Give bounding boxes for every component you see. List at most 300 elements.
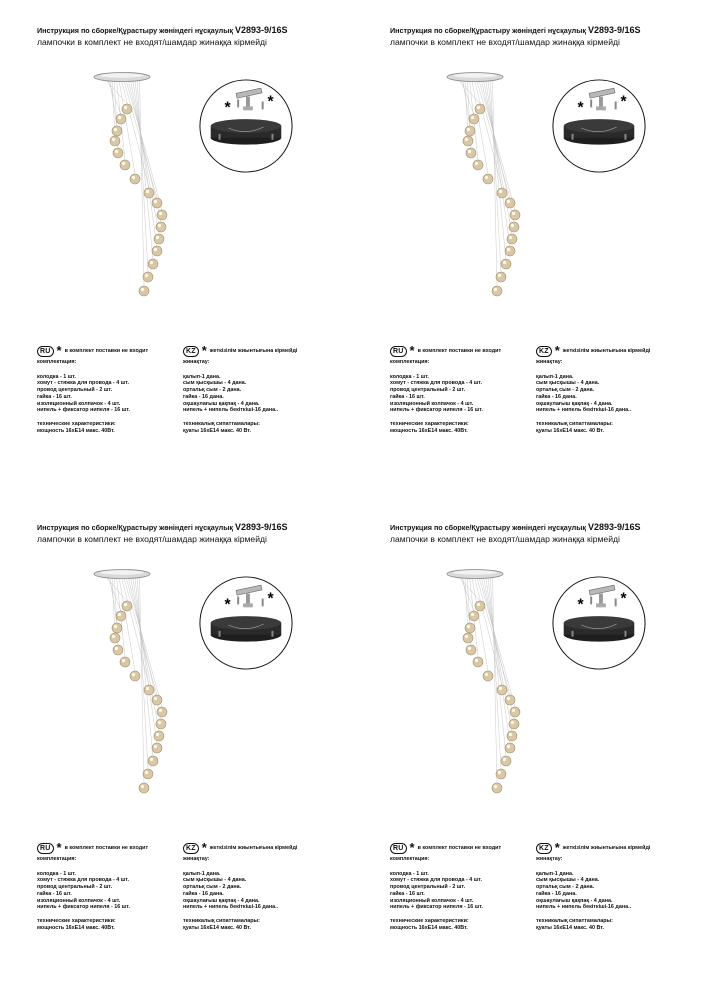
suspension-wire bbox=[486, 79, 510, 246]
ru-specs-heading: технические характеристики: bbox=[390, 420, 469, 427]
suspension-wire bbox=[486, 576, 510, 743]
not-included-star-icon: * bbox=[620, 93, 627, 111]
contents-item: провод центральный - 2 шт. bbox=[390, 884, 466, 891]
ceiling-base-icon bbox=[211, 616, 282, 641]
contents-item: қалып-1 дана. bbox=[183, 870, 221, 877]
kz-not-included-note: жеткізілім жиынтығына кірмейді bbox=[562, 347, 651, 354]
glass-globe bbox=[148, 756, 158, 766]
contents-item: оқшаулағыш қақпақ - 4 дана. bbox=[183, 897, 260, 904]
glass-globe bbox=[154, 731, 164, 741]
glass-globe bbox=[469, 114, 479, 124]
kz-section bbox=[536, 345, 696, 434]
kz-power-spec: қуаты 16хЕ14 макс. 40 Вт. bbox=[536, 427, 604, 434]
globe-highlight bbox=[475, 162, 478, 165]
suspension-wire bbox=[135, 79, 153, 259]
suspension-wire bbox=[105, 79, 127, 104]
glass-globe bbox=[466, 645, 476, 655]
globe-highlight bbox=[150, 758, 153, 761]
kz-language-badge: KZ bbox=[536, 843, 552, 854]
contents-item: гайка - 16 дана. bbox=[183, 890, 224, 897]
ru-not-included-note: в комплект поставки не входит bbox=[417, 844, 502, 851]
globe-highlight bbox=[154, 697, 157, 700]
glass-globe bbox=[501, 259, 511, 269]
globe-highlight bbox=[112, 138, 115, 141]
glass-globe bbox=[139, 286, 149, 296]
kz-not-included-note: жеткізілім жиынтығына кірмейді bbox=[562, 844, 651, 851]
glass-globe bbox=[144, 188, 154, 198]
suspension-wire bbox=[135, 576, 153, 756]
suspension-wire bbox=[133, 79, 157, 246]
star-icon: * bbox=[554, 343, 560, 358]
ru-power-spec: мощность 16хЕ14 макс. 40Вт. bbox=[37, 924, 115, 931]
instruction-title: Инструкция по сборке/Құрастыру жөніндегі нұсқаулық V2893-9/16S bbox=[37, 25, 288, 35]
contents-item: ортальқ сым - 2 дана. bbox=[183, 387, 242, 394]
model-number: V2893-9/16S bbox=[234, 522, 288, 532]
globe-highlight bbox=[507, 697, 510, 700]
glass-globe bbox=[463, 633, 473, 643]
glass-globe bbox=[120, 160, 130, 170]
chandelier-illustration bbox=[65, 69, 185, 349]
glass-globe bbox=[466, 148, 476, 158]
glass-globe bbox=[152, 246, 162, 256]
glass-globe bbox=[496, 272, 506, 282]
contents-item: ортальқ сым - 2 дана. bbox=[183, 884, 242, 891]
contents-item: хомут - стяжка для провода - 4 шт. bbox=[37, 380, 129, 387]
globe-highlight bbox=[158, 224, 161, 227]
contents-item: қалып-1 дана. bbox=[536, 373, 574, 380]
globe-highlight bbox=[114, 128, 117, 131]
glass-globe bbox=[152, 743, 162, 753]
contents-item: оқшаулағыш қақпақ - 4 дана. bbox=[536, 897, 613, 904]
glass-globe bbox=[510, 210, 520, 220]
globe-highlight bbox=[159, 709, 162, 712]
contents-item: колодка - 1 шт. bbox=[390, 373, 429, 380]
bulbs-note: лампочки в комплект не входят/шамдар жинаққа кірмейді bbox=[390, 37, 620, 47]
glass-globe bbox=[122, 601, 132, 611]
kz-power-spec: қуаты 16хЕ14 макс. 40 Вт. bbox=[183, 427, 251, 434]
glass-globe bbox=[112, 623, 122, 633]
glass-globe bbox=[116, 114, 126, 124]
contents-item: изоляционный колпачок - 4 шт. bbox=[390, 400, 474, 407]
globe-highlight bbox=[115, 647, 118, 650]
glass-globe bbox=[465, 126, 475, 136]
globe-highlight bbox=[154, 248, 157, 251]
globe-highlight bbox=[494, 785, 497, 788]
not-included-star-icon: * bbox=[620, 590, 627, 608]
ru-not-included-note: в комплект поставки не входит bbox=[64, 347, 149, 354]
glass-globe bbox=[473, 657, 483, 667]
contents-item: гайка - 16 дана. bbox=[183, 393, 224, 400]
glass-globe bbox=[473, 160, 483, 170]
contents-item: хомут - стяжка для провода - 4 шт. bbox=[390, 380, 482, 387]
contents-item: нипель + нипель бекіткіші-16 дана.. bbox=[183, 904, 279, 911]
globe-highlight bbox=[477, 106, 480, 109]
glass-globe bbox=[483, 174, 493, 184]
suspension-wire bbox=[105, 576, 127, 601]
model-number: V2893-9/16S bbox=[587, 522, 641, 532]
kz-contents-label: жинақтау: bbox=[536, 359, 563, 365]
not-included-star-icon: * bbox=[224, 596, 231, 614]
suspension-wire bbox=[488, 79, 506, 259]
kz-not-included-note: жеткізілім жиынтығына кірмейді bbox=[209, 844, 298, 851]
bulbs-note: лампочки в комплект не входят/шамдар жинаққа кірмейді bbox=[37, 534, 267, 544]
suspension-wire bbox=[493, 576, 498, 783]
ru-power-spec: мощность 16хЕ14 макс. 40Вт. bbox=[390, 427, 468, 434]
globe-highlight bbox=[132, 673, 135, 676]
glass-globe bbox=[156, 222, 166, 232]
instruction-panel bbox=[390, 25, 707, 505]
suspension-wire bbox=[493, 79, 498, 286]
globe-highlight bbox=[150, 261, 153, 264]
contents-item: колодка - 1 шт. bbox=[390, 870, 429, 877]
glass-globe bbox=[157, 707, 167, 717]
glass-globe bbox=[501, 756, 511, 766]
globe-highlight bbox=[465, 635, 468, 638]
star-icon: * bbox=[409, 343, 415, 358]
model-number: V2893-9/16S bbox=[587, 25, 641, 35]
glass-globe bbox=[143, 769, 153, 779]
glass-globe bbox=[475, 601, 485, 611]
suspension-wire bbox=[479, 576, 515, 707]
suspension-wire bbox=[126, 79, 162, 210]
glass-globe bbox=[130, 671, 140, 681]
globe-highlight bbox=[512, 709, 515, 712]
chandelier-illustration bbox=[65, 566, 185, 846]
globe-highlight bbox=[509, 236, 512, 239]
globe-highlight bbox=[146, 190, 149, 193]
globe-highlight bbox=[122, 659, 125, 662]
glass-globe bbox=[497, 188, 507, 198]
globe-highlight bbox=[156, 236, 159, 239]
not-included-star-icon: * bbox=[267, 93, 274, 111]
glass-globe bbox=[492, 286, 502, 296]
globe-highlight bbox=[141, 785, 144, 788]
mounting-detail-illustration bbox=[550, 77, 648, 175]
globe-highlight bbox=[132, 176, 135, 179]
star-icon: * bbox=[201, 343, 207, 358]
kz-not-included-note: жеткізілім жиынтығына кірмейді bbox=[209, 347, 298, 354]
globe-highlight bbox=[154, 200, 157, 203]
contents-item: хомут - стяжка для провода - 4 шт. bbox=[390, 877, 482, 884]
ru-language-badge: RU bbox=[37, 346, 54, 357]
globe-highlight bbox=[509, 733, 512, 736]
contents-item: изоляционный колпачок - 4 шт. bbox=[37, 897, 121, 904]
kz-power-spec: қуаты 16хЕ14 макс. 40 Вт. bbox=[536, 924, 604, 931]
kz-language-badge: KZ bbox=[183, 346, 199, 357]
glass-globe bbox=[143, 272, 153, 282]
globe-highlight bbox=[154, 745, 157, 748]
globe-highlight bbox=[498, 274, 501, 277]
contents-item: нипель + нипель бекіткіші-16 дана.. bbox=[536, 407, 632, 414]
glass-globe bbox=[475, 104, 485, 114]
suspension-wire bbox=[119, 576, 135, 671]
star-icon: * bbox=[56, 343, 62, 358]
globe-highlight bbox=[507, 200, 510, 203]
ru-contents-label: комплектация: bbox=[390, 856, 430, 862]
contents-item: нипель + фиксатор нипеля - 16 шт. bbox=[37, 904, 130, 911]
globe-highlight bbox=[467, 128, 470, 131]
contents-item: провод центральный - 2 шт. bbox=[37, 884, 113, 891]
contents-item: оқшаулағыш қақпақ - 4 дана. bbox=[183, 400, 260, 407]
contents-item: гайка - 16 дана. bbox=[536, 393, 577, 400]
suspension-wire bbox=[476, 576, 510, 695]
ceiling-base-icon bbox=[564, 119, 635, 144]
glass-globe bbox=[509, 222, 519, 232]
contents-item: нипель + фиксатор нипеля - 16 шт. bbox=[390, 407, 483, 414]
not-included-star-icon: * bbox=[577, 99, 584, 117]
suspension-wire bbox=[140, 576, 145, 783]
contents-item: изоляционный колпачок - 4 шт. bbox=[37, 400, 121, 407]
ru-contents-label: комплектация: bbox=[37, 359, 77, 365]
chandelier-illustration bbox=[418, 69, 538, 349]
glass-globe bbox=[509, 719, 519, 729]
suspension-wire bbox=[472, 79, 488, 174]
contents-item: изоляционный колпачок - 4 шт. bbox=[390, 897, 474, 904]
contents-item: гайка - 16 шт. bbox=[37, 890, 72, 897]
kz-section bbox=[183, 345, 343, 434]
kz-specs-heading: техникалық сипаттамалары: bbox=[183, 420, 260, 427]
globe-highlight bbox=[511, 721, 514, 724]
ru-power-spec: мощность 16хЕ14 макс. 40Вт. bbox=[390, 924, 468, 931]
glass-globe bbox=[505, 246, 515, 256]
ru-specs-heading: технические характеристики: bbox=[37, 917, 116, 924]
globe-highlight bbox=[499, 190, 502, 193]
contents-item: нипель + нипель бекіткіші-16 дана.. bbox=[183, 407, 279, 414]
suspension-wire bbox=[133, 576, 157, 743]
glass-globe bbox=[505, 198, 515, 208]
kz-specs-heading: техникалық сипаттамалары: bbox=[536, 917, 613, 924]
glass-globe bbox=[110, 633, 120, 643]
suspension-wire bbox=[479, 79, 515, 210]
contents-item: сым қысқышы - 4 дана. bbox=[183, 877, 247, 884]
glass-globe bbox=[463, 136, 473, 146]
globe-highlight bbox=[141, 288, 144, 291]
ru-section bbox=[390, 345, 540, 434]
globe-highlight bbox=[512, 212, 515, 215]
kz-contents-label: жинақтау: bbox=[183, 856, 210, 862]
ru-specs-heading: технические характеристики: bbox=[37, 420, 116, 427]
globe-highlight bbox=[494, 288, 497, 291]
contents-item: нипель + фиксатор нипеля - 16 шт. bbox=[390, 904, 483, 911]
globe-highlight bbox=[468, 150, 471, 153]
contents-item: сым қысқышы - 4 дана. bbox=[536, 380, 600, 387]
globe-highlight bbox=[467, 625, 470, 628]
kz-power-spec: қуаты 16хЕ14 макс. 40 Вт. bbox=[183, 924, 251, 931]
ru-contents-label: комплектация: bbox=[390, 359, 430, 365]
ru-language-badge: RU bbox=[390, 843, 407, 854]
mounting-detail-illustration bbox=[550, 574, 648, 672]
globe-highlight bbox=[507, 248, 510, 251]
suspension-wire bbox=[123, 79, 157, 198]
not-included-star-icon: * bbox=[267, 590, 274, 608]
ru-contents-label: комплектация: bbox=[37, 856, 77, 862]
globe-highlight bbox=[471, 613, 474, 616]
kz-contents-label: жинақтау: bbox=[536, 856, 563, 862]
contents-item: сым қысқышы - 4 дана. bbox=[536, 877, 600, 884]
glass-globe bbox=[120, 657, 130, 667]
globe-highlight bbox=[475, 659, 478, 662]
globe-highlight bbox=[477, 603, 480, 606]
globe-highlight bbox=[159, 212, 162, 215]
kz-language-badge: KZ bbox=[536, 346, 552, 357]
suspension-wire bbox=[476, 79, 510, 198]
kz-specs-heading: техникалық сипаттамалары: bbox=[536, 420, 613, 427]
glass-globe bbox=[154, 234, 164, 244]
globe-highlight bbox=[471, 116, 474, 119]
instruction-title: Инструкция по сборке/Құрастыру жөніндегі нұсқаулық V2893-9/16S bbox=[390, 25, 641, 35]
ru-section bbox=[37, 345, 187, 434]
globe-highlight bbox=[118, 613, 121, 616]
glass-globe bbox=[152, 198, 162, 208]
contents-item: гайка - 16 дана. bbox=[536, 890, 577, 897]
globe-highlight bbox=[112, 635, 115, 638]
globe-highlight bbox=[507, 745, 510, 748]
glass-globe bbox=[112, 126, 122, 136]
ru-contents-list bbox=[390, 871, 540, 911]
glass-globe bbox=[157, 210, 167, 220]
glass-globe bbox=[156, 719, 166, 729]
contents-item: қалып-1 дана. bbox=[183, 373, 221, 380]
star-icon: * bbox=[409, 840, 415, 855]
globe-highlight bbox=[511, 224, 514, 227]
glass-globe bbox=[122, 104, 132, 114]
contents-item: провод центральный - 2 шт. bbox=[390, 387, 466, 394]
glass-globe bbox=[505, 743, 515, 753]
glass-globe bbox=[116, 611, 126, 621]
not-included-star-icon: * bbox=[224, 99, 231, 117]
globe-highlight bbox=[503, 261, 506, 264]
kz-specs-heading: техникалық сипаттамалары: bbox=[183, 917, 260, 924]
globe-highlight bbox=[465, 138, 468, 141]
suspension-wire bbox=[458, 576, 480, 601]
kz-section bbox=[536, 842, 696, 931]
ru-not-included-note: в комплект поставки не входит bbox=[64, 844, 149, 851]
globe-highlight bbox=[498, 771, 501, 774]
globe-highlight bbox=[145, 274, 148, 277]
instruction-panel bbox=[37, 25, 377, 505]
contents-item: нипель + фиксатор нипеля - 16 шт. bbox=[37, 407, 130, 414]
suspension-wire bbox=[458, 79, 480, 104]
contents-item: провод центральный - 2 шт. bbox=[37, 387, 113, 394]
contents-item: хомут - стяжка для провода - 4 шт. bbox=[37, 877, 129, 884]
suspension-wire bbox=[488, 576, 506, 756]
kz-contents-list bbox=[536, 871, 696, 911]
contents-item: колодка - 1 шт. bbox=[37, 870, 76, 877]
contents-item: гайка - 16 шт. bbox=[37, 393, 72, 400]
kz-contents-label: жинақтау: bbox=[183, 359, 210, 365]
suspension-wire bbox=[126, 576, 162, 707]
glass-globe bbox=[465, 623, 475, 633]
contents-item: сым қысқышы - 4 дана. bbox=[183, 380, 247, 387]
globe-highlight bbox=[124, 106, 127, 109]
glass-globe bbox=[497, 685, 507, 695]
globe-highlight bbox=[468, 647, 471, 650]
contents-item: нипель + нипель бекіткіші-16 дана.. bbox=[536, 904, 632, 911]
bulbs-note: лампочки в комплект не входят/шамдар жинаққа кірмейді bbox=[390, 534, 620, 544]
glass-globe bbox=[110, 136, 120, 146]
ru-specs-heading: технические характеристики: bbox=[390, 917, 469, 924]
contents-item: оқшаулағыш қақпақ - 4 дана. bbox=[536, 400, 613, 407]
glass-globe bbox=[469, 611, 479, 621]
glass-globe bbox=[130, 174, 140, 184]
glass-globe bbox=[148, 259, 158, 269]
ru-section bbox=[390, 842, 540, 931]
kz-contents-list bbox=[536, 374, 696, 414]
contents-item: колодка - 1 шт. bbox=[37, 373, 76, 380]
ru-language-badge: RU bbox=[37, 843, 54, 854]
chandelier-illustration bbox=[418, 566, 538, 846]
contents-item: гайка - 16 шт. bbox=[390, 393, 425, 400]
ru-contents-list bbox=[37, 871, 187, 911]
ceiling-base-icon bbox=[211, 119, 282, 144]
kz-contents-list bbox=[183, 374, 343, 414]
globe-highlight bbox=[485, 176, 488, 179]
globe-highlight bbox=[145, 771, 148, 774]
ru-contents-list bbox=[390, 374, 540, 414]
ceiling-base-icon bbox=[564, 616, 635, 641]
mounting-detail-illustration bbox=[197, 574, 295, 672]
kz-contents-list bbox=[183, 871, 343, 911]
glass-globe bbox=[144, 685, 154, 695]
instruction-panel bbox=[390, 522, 707, 1002]
ru-section bbox=[37, 842, 187, 931]
instruction-panel bbox=[37, 522, 377, 1002]
ru-contents-list bbox=[37, 374, 187, 414]
globe-highlight bbox=[158, 721, 161, 724]
contents-item: қалып-1 дана. bbox=[536, 870, 574, 877]
instruction-title: Инструкция по сборке/Құрастыру жөніндегі нұсқаулық V2893-9/16S bbox=[37, 522, 288, 532]
bulbs-note: лампочки в комплект не входят/шамдар жинаққа кірмейді bbox=[37, 37, 267, 47]
contents-item: гайка - 16 шт. bbox=[390, 890, 425, 897]
globe-highlight bbox=[146, 687, 149, 690]
not-included-star-icon: * bbox=[577, 596, 584, 614]
glass-globe bbox=[507, 731, 517, 741]
kz-section bbox=[183, 842, 343, 931]
star-icon: * bbox=[56, 840, 62, 855]
contents-item: ортальқ сым - 2 дана. bbox=[536, 387, 595, 394]
kz-language-badge: KZ bbox=[183, 843, 199, 854]
glass-globe bbox=[139, 783, 149, 793]
ru-not-included-note: в комплект поставки не входит bbox=[417, 347, 502, 354]
suspension-wire bbox=[119, 79, 135, 174]
glass-globe bbox=[113, 148, 123, 158]
globe-highlight bbox=[115, 150, 118, 153]
suspension-wire bbox=[123, 576, 157, 695]
globe-highlight bbox=[124, 603, 127, 606]
glass-globe bbox=[510, 707, 520, 717]
glass-globe bbox=[507, 234, 517, 244]
globe-highlight bbox=[156, 733, 159, 736]
globe-highlight bbox=[122, 162, 125, 165]
globe-highlight bbox=[114, 625, 117, 628]
globe-highlight bbox=[499, 687, 502, 690]
ru-language-badge: RU bbox=[390, 346, 407, 357]
suspension-wire bbox=[472, 576, 488, 671]
globe-highlight bbox=[503, 758, 506, 761]
mounting-detail-illustration bbox=[197, 77, 295, 175]
glass-globe bbox=[492, 783, 502, 793]
star-icon: * bbox=[201, 840, 207, 855]
instruction-title: Инструкция по сборке/Құрастыру жөніндегі нұсқаулық V2893-9/16S bbox=[390, 522, 641, 532]
glass-globe bbox=[483, 671, 493, 681]
suspension-wire bbox=[140, 79, 145, 286]
glass-globe bbox=[113, 645, 123, 655]
globe-highlight bbox=[485, 673, 488, 676]
globe-highlight bbox=[118, 116, 121, 119]
glass-globe bbox=[152, 695, 162, 705]
glass-globe bbox=[505, 695, 515, 705]
contents-item: ортальқ сым - 2 дана. bbox=[536, 884, 595, 891]
